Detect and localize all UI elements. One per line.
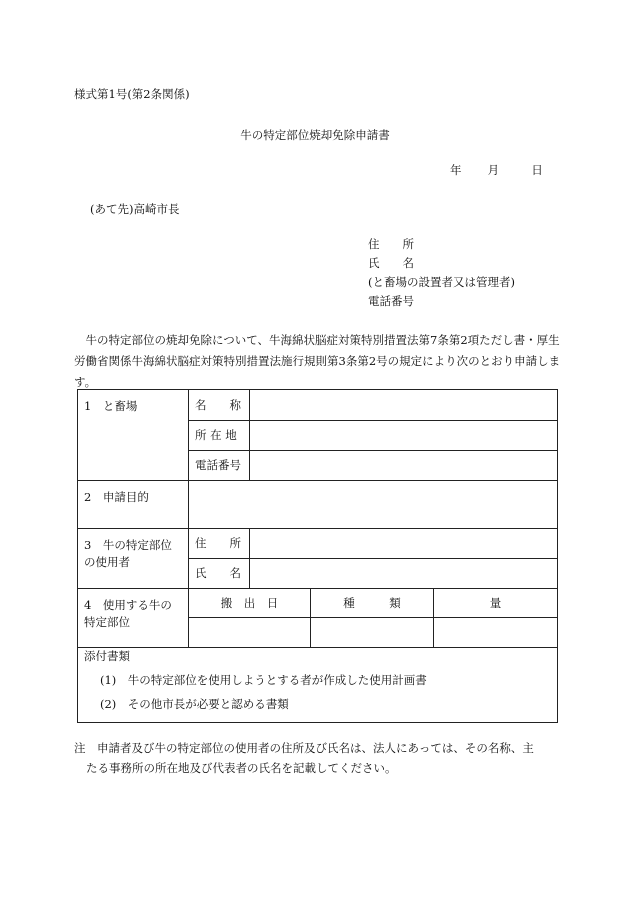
shipping-date-field[interactable]	[189, 618, 311, 648]
note	[74, 738, 562, 778]
applicant-name-label: 氏 名	[368, 256, 414, 270]
attachment-item: (2) その他市長が必要と認める書類	[100, 697, 289, 711]
col-shipping-date: 搬 出 日	[189, 589, 311, 618]
date-day: 日	[531, 163, 543, 177]
facility-location-label: 所 在 地	[189, 421, 250, 451]
note-line-1: 注 申請者及び牛の特定部位の使用者の住所及び氏名は、法人にあっては、その名称、主	[74, 741, 534, 755]
document-title: 牛の特定部位焼却免除申請書	[240, 128, 390, 142]
col-type: 種 類	[311, 589, 434, 618]
facility-name-label: 名 称	[189, 390, 250, 421]
applicant-address-label: 住 所	[368, 237, 414, 251]
date-line	[450, 162, 543, 178]
section-1-label: 1 と畜場	[78, 390, 189, 481]
date-month: 月	[487, 163, 500, 177]
section-2-label: 2 申請目的	[78, 481, 189, 529]
user-name-field[interactable]	[250, 559, 558, 589]
type-field[interactable]	[311, 618, 434, 648]
user-address-label: 住 所	[189, 529, 250, 559]
applicant-phone-label: 電話番号	[368, 294, 414, 308]
form-number: 様式第1号(第2条関係)	[74, 87, 190, 101]
attachments-cell	[78, 648, 558, 723]
attachment-item: (1) 牛の特定部位を使用しようとする者が作成した使用計画書	[100, 673, 427, 687]
applicant-role-note: (と畜場の設置者又は管理者)	[368, 275, 515, 289]
facility-phone-field[interactable]	[250, 451, 558, 481]
facility-name-field[interactable]	[250, 390, 558, 421]
date-year: 年	[450, 163, 462, 177]
section-4-label: 4 使用する牛の特定部位	[78, 589, 189, 648]
note-line-2: たる事務所の所在地及び代表者の氏名を記載してください。	[86, 761, 397, 775]
addressee: (あて先)高崎市長	[90, 202, 180, 216]
col-quantity: 量	[434, 589, 558, 618]
section-3-label: 3 牛の特定部位の使用者	[78, 529, 189, 589]
facility-location-field[interactable]	[250, 421, 558, 451]
user-address-field[interactable]	[250, 529, 558, 559]
purpose-field[interactable]	[189, 481, 558, 529]
user-name-label: 氏 名	[189, 559, 250, 589]
application-table	[77, 389, 558, 723]
quantity-field[interactable]	[434, 618, 558, 648]
attachments-heading: 添付書類	[84, 649, 130, 663]
facility-phone-label: 電話番号	[189, 451, 250, 481]
body-text: 牛の特定部位の焼却免除について、牛海綿状脳症対策特別措置法第7条第2項ただし書・厚生労働省関係牛海綿状脳症対策特別措置法施行規則第3条第2号の規定により次のとおり申請します。	[74, 333, 561, 389]
